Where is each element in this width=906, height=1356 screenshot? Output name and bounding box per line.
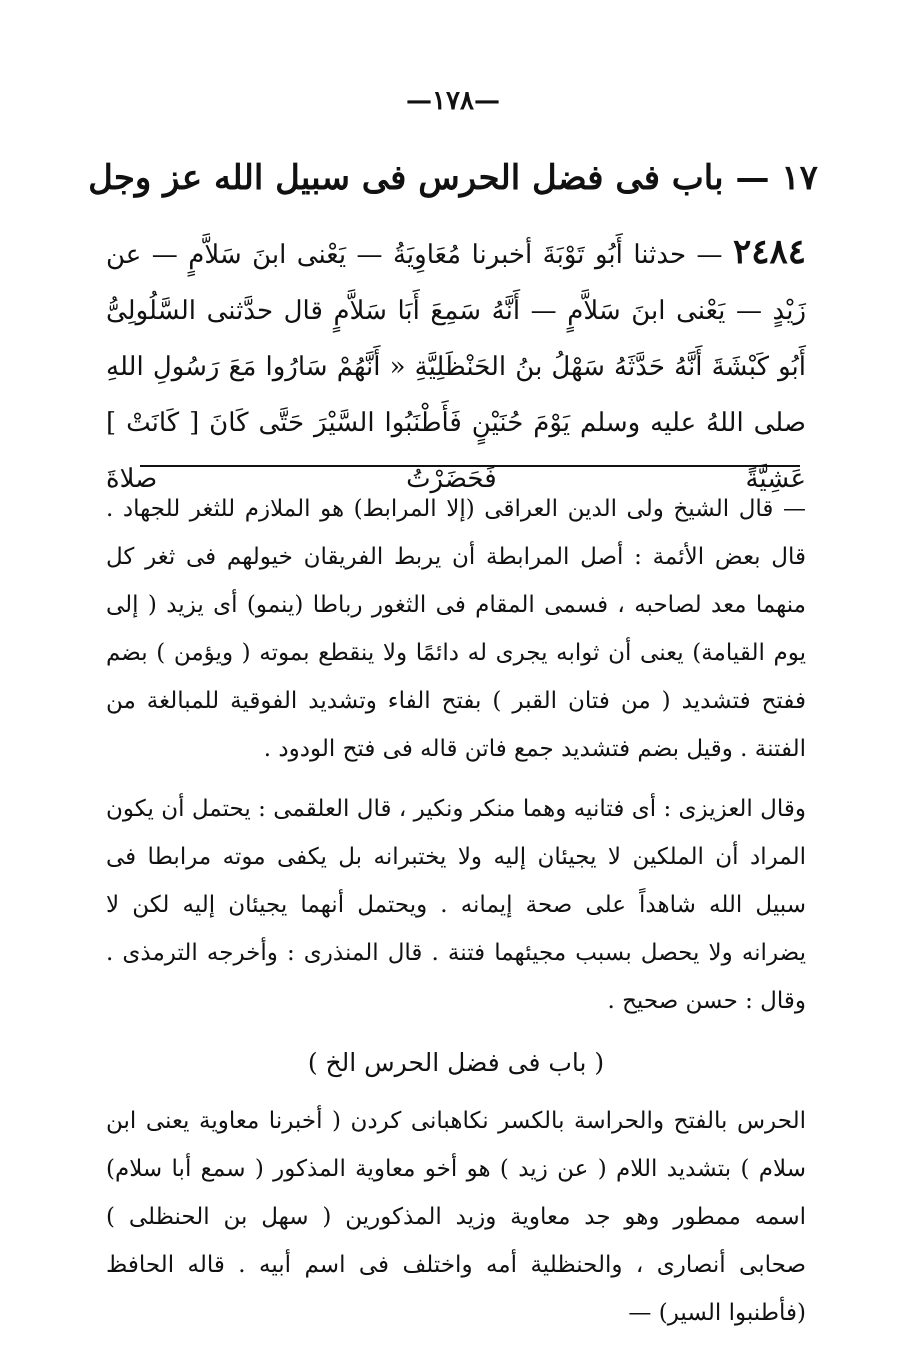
commentary-section-heading: ( باب فى فضل الحرس الخ ) xyxy=(307,1048,605,1077)
commentary-block xyxy=(106,485,806,1337)
chapter-title: ١٧ — باب فى فضل الحرس فى سبيل الله عز وجل xyxy=(88,158,818,198)
commentary-paragraph-three: الحرس بالفتح والحراسة بالكسر نكاهبانى كردن ( أخبرنا معاوية يعنى ابن سلام ) بتشديد اللام ( عن زيد ) هو أخو معاوية المذكور ( سمع أبا سلام) اسمه ممطور وهو جد معاوية وزيد المذكورين ( سهل بن الحنظلى ) صحابى أنصارى ، والحنظلية أمه واختلف فى اسم أبيه . قاله الحافظ (فأطنبوا السير) — xyxy=(106,1108,806,1326)
footnote-divider xyxy=(140,465,800,467)
commentary-paragraph-one: — قال الشيخ ولى الدين العراقى (إلا المرابط) هو الملازم للثغر للجهاد . قال بعض الأئمة : أصل المرابطة أن يربط الفريقان خيولهم فى ثغر كل منهما معد لصاحبه ، فسمى المقام فى الثغور رباطا (ينمو) أى يزيد ( إلى يوم القيامة) يعنى أن ثوابه يجرى له دائمًا ولا ينقطع بموته ( ويؤمن ) بضم ففتح فتشديد ( من فتان القبر ) بفتح الفاء وتشديد الفوقية للمبالغة من الفتنة . وقيل بضم فتشديد جمع فاتن قاله فى فتح الودود . xyxy=(106,496,806,762)
commentary-paragraph-two: وقال العزيزى : أى فتانيه وهما منكر ونكير ، قال العلقمى : يحتمل أن يكون المراد أن الملكين لا يجيئان إليه ولا يختبرانه بل يكفى موته مرابطا فى سبيل الله شاهداً على صحة إيمانه . ويحتمل أنهما يجيئان إليه لكن لا يضرانه ولا يحصل بسبب مجيئهما فتنة . قال المنذرى : وأخرجه الترمذى . وقال : حسن صحيح . xyxy=(106,796,806,1014)
hadith-number: ٢٤٨٤ xyxy=(732,232,807,272)
hadith-text: — حدثنا أَبُو تَوْبَةَ أخبرنا مُعَاوِيَةُ — يَعْنى ابنَ سَلاَّمٍ — عن زَيْدٍ — يَعْنى ابنَ سَلاَّمٍ — أَنَّهُ سَمِعَ أَبَا سَلاَّمٍ قال حدَّثنى السَّلُولِىُّ أَبُو كَبْشَةَ أَنَّهُ حَدَّثَهُ سَهْلُ بنُ الحَنْظَلِيَّةِ « أَنَّهُمْ سَارُوا مَعَ رَسُولِ اللهِ صلى اللهُ عليه وسلم يَوْمَ حُنَيْنٍ فَأَطْنَبُوا السَّيْرَ حَتَّى كَانَ [ كَانَتْ ] عَشِيَّةً فَحَضَرْتُ صلاةَ xyxy=(106,240,806,494)
page-number: —١٧٨— xyxy=(406,86,500,116)
